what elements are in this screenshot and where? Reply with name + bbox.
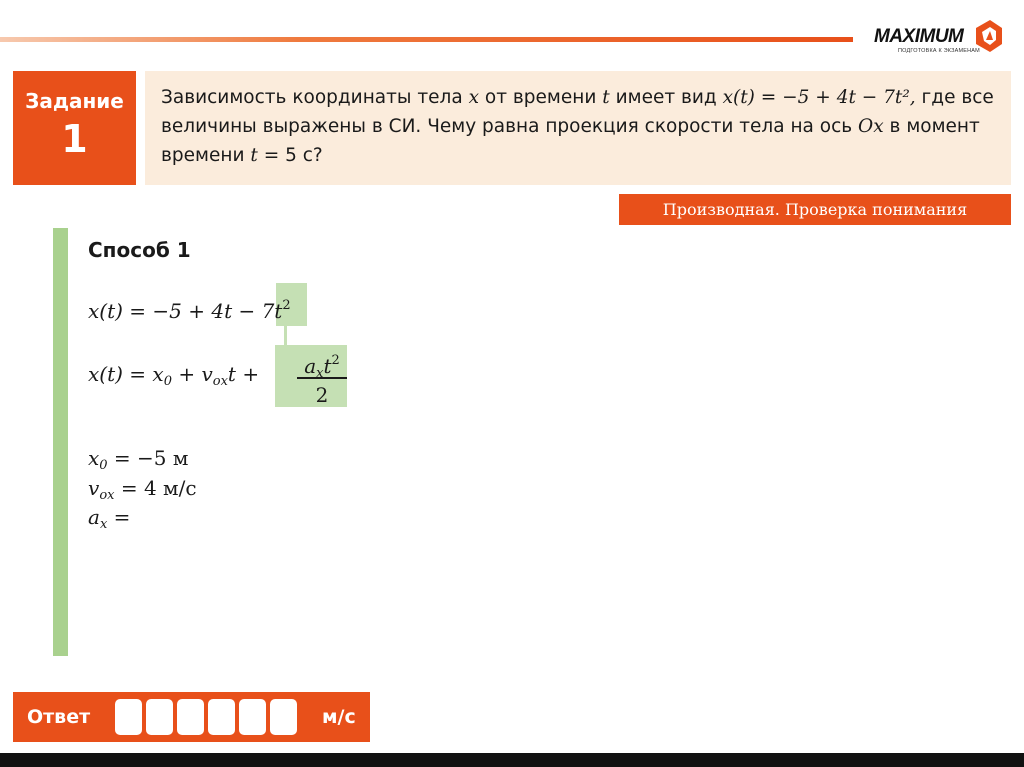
value-text: =: [107, 505, 131, 529]
value-text: = −5 м: [107, 446, 189, 470]
answer-label: Ответ: [27, 706, 91, 728]
variable: x: [88, 446, 100, 470]
variable-subscript: ox: [99, 488, 115, 503]
question-fragment: = 5 с?: [257, 145, 323, 166]
maximum-logo: [868, 18, 1008, 58]
equation-text: x(t) = x: [88, 362, 164, 386]
header-divider: [0, 37, 853, 42]
answer-cell[interactable]: [270, 699, 297, 735]
acceleration-fraction: [297, 347, 347, 408]
variable-subscript: 0: [99, 458, 108, 473]
highlight-connector: [284, 326, 287, 345]
question-panel: [145, 71, 1011, 185]
equation-subscript: ox: [212, 374, 228, 389]
task-badge: [13, 71, 136, 185]
logo-subtitle: ПОДГОТОВКА К ЭКЗАМЕНАМ: [898, 48, 980, 54]
question-var: x: [468, 87, 480, 108]
answer-cell[interactable]: [239, 699, 266, 735]
logo-text: MAXIMUM: [874, 26, 964, 47]
equation-text: + v: [171, 362, 213, 386]
equation-given: [88, 298, 291, 323]
method-title: Способ 1: [88, 238, 191, 262]
equation-general: [88, 362, 259, 389]
fraction-numerator: $a_xt^2$: [304, 353, 340, 381]
fraction-denominator: 2: [315, 382, 329, 407]
logo-mark-icon: [972, 18, 1004, 54]
variable: v: [88, 476, 100, 500]
initial-coordinate: [88, 446, 188, 473]
answer-cell[interactable]: [115, 699, 142, 735]
question-var: t: [250, 145, 258, 166]
answer-unit: м/с: [322, 706, 356, 728]
question-var: t: [602, 87, 610, 108]
initial-velocity: [88, 476, 197, 503]
task-number: 1: [61, 117, 88, 161]
question-formula: x(t) = −5 + 4t − 7t²,: [722, 87, 916, 108]
equation-subscript: 0: [163, 374, 172, 389]
question-fragment: где все величины выражены в СИ. Чему равна проекция скорости тела на ось: [161, 87, 994, 137]
equation-text: x(t) = −5 + 4t − 7t: [88, 299, 283, 323]
variable: a: [88, 505, 100, 529]
topic-tag: Производная. Проверка понимания: [619, 194, 1011, 225]
question-fragment: имеет вид: [609, 87, 723, 108]
question-fragment: от времени: [479, 87, 603, 108]
solution-accent-bar: [53, 228, 68, 656]
question-axis: Ox: [858, 116, 884, 137]
answer-cell[interactable]: [208, 699, 235, 735]
variable-subscript: x: [99, 517, 108, 532]
acceleration-line: [88, 505, 130, 532]
question-fragment: в момент времени: [161, 116, 980, 166]
question-fragment: Зависимость координаты тела: [161, 87, 469, 108]
equation-exponent: 2: [282, 298, 291, 313]
answer-cell[interactable]: [177, 699, 204, 735]
question-text: [161, 83, 1003, 170]
value-text: = 4 м/с: [114, 476, 197, 500]
task-label: Задание: [25, 89, 124, 113]
answer-cell[interactable]: [146, 699, 173, 735]
equation-text: t +: [227, 362, 260, 386]
footer-bar: [0, 753, 1024, 767]
